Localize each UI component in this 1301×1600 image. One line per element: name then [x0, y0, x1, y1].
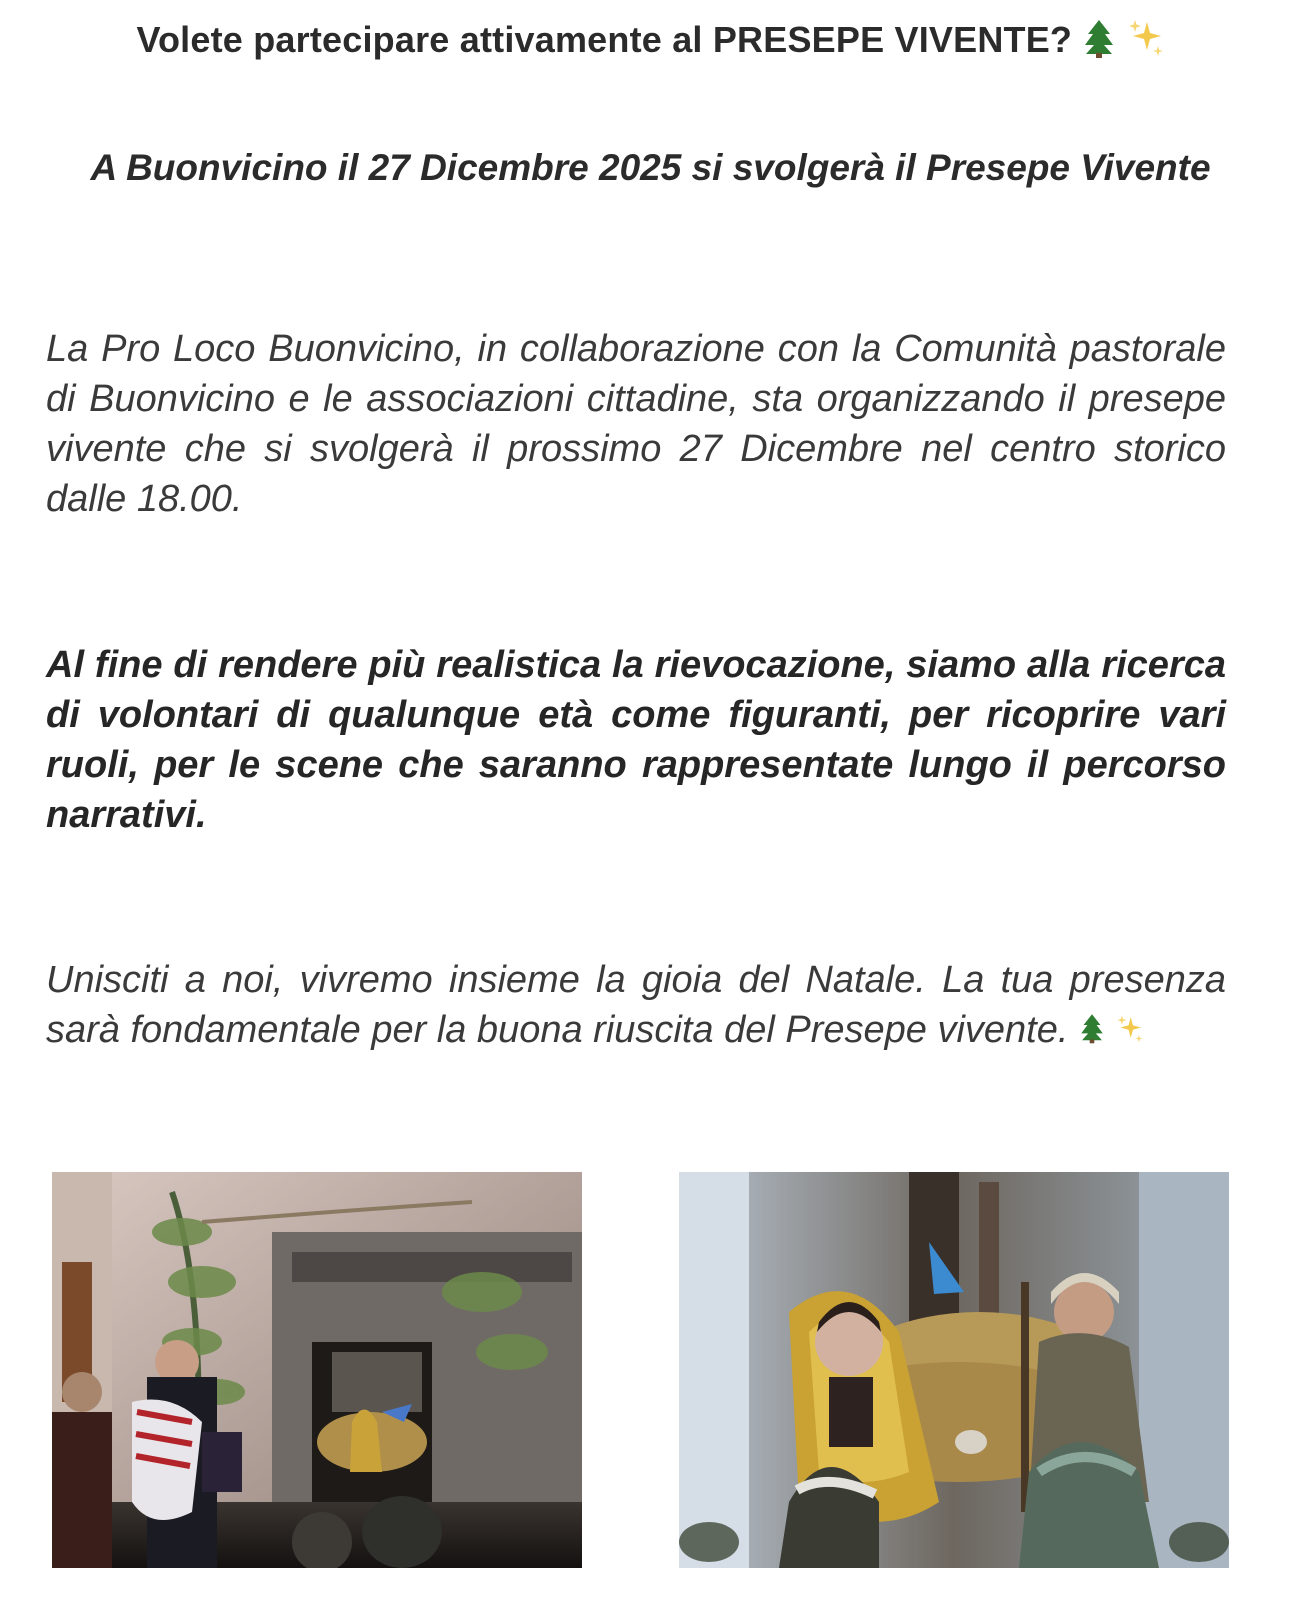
tree-icon	[1082, 18, 1116, 67]
tree-icon	[1079, 1007, 1105, 1057]
nativity-street-photo	[52, 1172, 582, 1568]
title-text: Volete partecipare attivamente al PRESEPE VIVENTE?	[136, 19, 1073, 61]
intro-paragraph: La Pro Loco Buonvicino, in collaborazione con la Comunità pastorale di Buonvicino e le associazioni cittadine, sta organizzando il presepe vivente che si svolgerà il prossimo 27 Dicembre nel centro storico dalle 18.00.	[46, 328, 1226, 520]
closing-text: Unisciti a noi, vivremo insieme la gioia del Natale. La tua presenza sarà fondamentale per la buona riuscita del Presepe vivente.	[46, 959, 1226, 1051]
sparkles-icon	[1127, 18, 1165, 67]
page-title	[0, 18, 1301, 67]
event-subtitle: A Buonvicino il 27 Dicembre 2025 si svolgerà il Presepe Vivente	[90, 147, 1211, 188]
sparkles-icon	[1116, 1007, 1144, 1057]
holy-family-photo	[679, 1172, 1229, 1568]
volunteers-paragraph: Al fine di rendere più realistica la rievocazione, siamo alla ricerca di volontari di qualunque età come figuranti, per ricoprire vari ruoli, per le scene che saranno rappresentate lungo il percorso narrativi.	[46, 644, 1226, 836]
closing-paragraph	[46, 955, 1226, 1057]
